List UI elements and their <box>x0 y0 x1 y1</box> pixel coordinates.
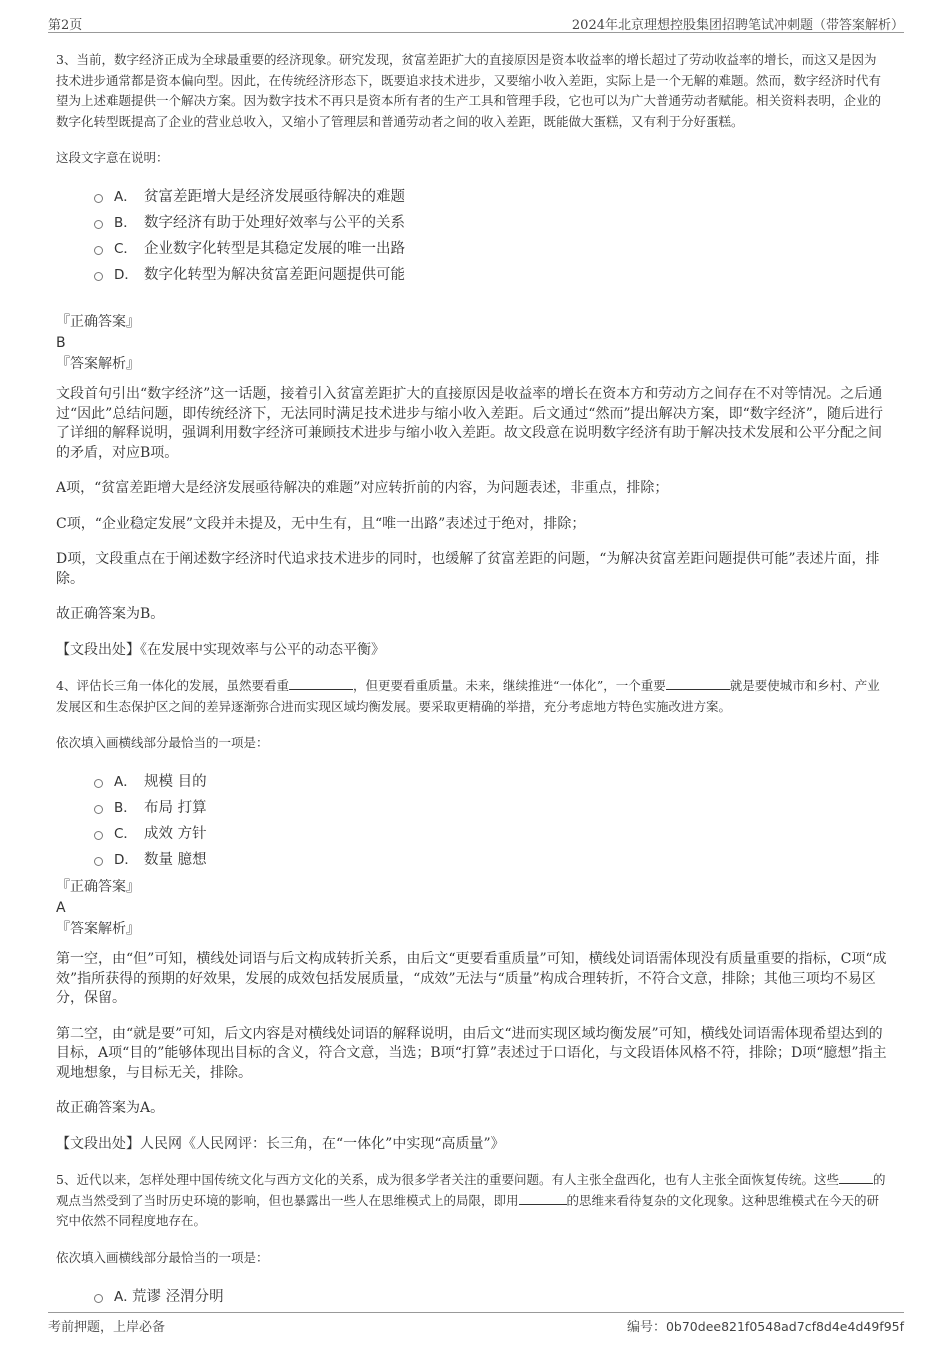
radio-icon[interactable] <box>94 779 103 788</box>
fill-blank <box>289 688 353 690</box>
page-header <box>48 12 904 33</box>
question-3-analysis-para: C项，“企业稳定发展”文段并未提及，无中生有，且“唯一出路”表述过于绝对，排除； <box>56 515 586 532</box>
question-4-option-b[interactable]: B． 布局 打算 <box>94 795 888 821</box>
question-4-answer: A <box>56 900 66 916</box>
radio-icon[interactable] <box>94 1294 103 1303</box>
question-4-analysis-para: 第一空，由“但”可知，横线处词语与后文构成转折关系，由后文“更要看重质量”可知，横线处词语需体现没有质量重要的指标，C项“成效”指所获得的预期的好效果，发展的成效包括发展质量，“成效”无法与“质量”构成合理转折，不符合文意，排除；其他三项均不易区分，保留。 <box>56 951 887 1006</box>
question-3-options <box>94 184 888 288</box>
question-3-conclusion: 故正确答案为B。 <box>56 606 165 622</box>
radio-icon[interactable] <box>94 831 103 840</box>
question-5-options <box>94 1284 888 1310</box>
question-3-prompt: 这段文字意在说明： <box>56 150 169 165</box>
document-body <box>56 50 888 1328</box>
question-3-analysis-para: 文段首句引出“数字经济”这一话题，接着引入贫富差距扩大的直接原因是收益率的增长在资本方和劳动方之间存在不对等情况。之后通过“因此”总结问题，即传统经济下，无法同时满足技术进步与缩小收入差距。后文通过“然而”提出解决方案，即“数字经济”，随后进行了详细的解释说明，强调利用数字经济可兼顾技术进步与缩小收入差距。故文段意在说明数字经济有助于解决技术发展和公平分配之间的矛盾，对应B项。 <box>56 386 883 461</box>
question-3-analysis-para: A项，“贫富差距增大是经济发展亟待解决的难题”对应转折前的内容，为问题表述，非重点，排除； <box>56 480 669 496</box>
question-5-option-a[interactable]: A．荒谬 泾渭分明 <box>94 1284 888 1310</box>
question-4-stem: 4、评估长三角一体化的发展，虽然要看重 ，但更要看重质量。未来，继续推进“一体化”，一个重要 就是要使城市和乡村、产业发展区和生态保护区之间的差异逐渐弥合进而实现区域均衡发展。要采取更精确的举措，充分考虑地方特色实施改进方案。 <box>56 678 880 714</box>
question-3-option-b[interactable]: B． 数字经济有助于处理好效率与公平的关系 <box>94 210 888 236</box>
question-4-option-d[interactable]: D． 数量 臆想 <box>94 847 888 873</box>
question-3-answer-label: 『正确答案』 <box>56 314 140 330</box>
question-4-prompt: 依次填入画横线部分最恰当的一项是： <box>56 735 269 750</box>
question-3-analysis-para: D项，文段重点在于阐述数字经济时代追求技术进步的同时，也缓解了贫富差距的问题，“为解决贫富差距问题提供可能”表述片面，排除。 <box>56 551 880 587</box>
radio-icon[interactable] <box>94 857 103 866</box>
question-4-option-c[interactable]: C． 成效 方针 <box>94 821 888 847</box>
question-3-option-d[interactable]: D． 数字化转型为解决贫富差距问题提供可能 <box>94 262 888 288</box>
question-4-option-a[interactable]: A． 规模 目的 <box>94 769 888 795</box>
footer-slogan: 考前押题，上岸必备 <box>48 1320 166 1335</box>
radio-icon[interactable] <box>94 194 103 203</box>
question-4-conclusion: 故正确答案为A。 <box>56 1100 165 1116</box>
document-title: 2024年北京理想控股集团招聘笔试冲刺题（带答案解析） <box>571 18 904 33</box>
question-3-option-a[interactable]: A． 贫富差距增大是经济发展亟待解决的难题 <box>94 184 888 210</box>
question-3-stem: 3、当前，数字经济正成为全球最重要的经济现象。研究发现，贫富差距扩大的直接原因是资本收益率的增长超过了劳动收益率的增长，而这又是因为技术进步通常都是资本偏向型。因此，在传统经济形态下，既要追求技术进步，又要缩小收入差距，实际上是一个无解的难题。然而，数字经济时代有望为上述难题提供一个解决方案。因为数字技术不再只是资本所有者的生产工具和管理手段，它也可以为广大普通劳动者赋能。相关资料表明，企业的数字化转型既提高了企业的营业总收入，又缩小了管理层和普通劳动者之间的收入差距，既能做大蛋糕，又有利于分好蛋糕。 <box>56 52 882 129</box>
question-4-analysis-para: 第二空，由“就是要”可知，后文内容是对横线处词语的解释说明，由后文“进而实现区域均衡发展”可知，横线处词语需体现希望达到的目标，A项“目的”能够体现出目标的含义，符合文意，当选；B项“打算”表述过于口语化，与文段语体风格不符，排除；D项“臆想”指主观地想象，与目标无关，排除。 <box>56 1025 887 1081</box>
page-footer <box>48 1312 904 1335</box>
document-code: 编号：0b70dee821f0548ad7cf8d4e4d49f95f <box>626 1319 904 1335</box>
question-4-analysis-label: 『答案解析』 <box>56 921 140 937</box>
question-4-options <box>94 769 888 873</box>
question-3-analysis-label: 『答案解析』 <box>56 356 140 372</box>
fill-blank <box>666 688 730 690</box>
question-3-answer: B <box>56 335 66 351</box>
page-number: 第2页 <box>48 18 83 33</box>
fill-blank <box>519 1203 567 1205</box>
radio-icon[interactable] <box>94 246 103 255</box>
question-4-answer-label: 『正确答案』 <box>56 879 140 895</box>
fill-blank <box>839 1182 873 1184</box>
question-4-source: 【文段出处】人民网《人民网评：长三角，在“一体化”中实现“高质量”》 <box>56 1135 505 1152</box>
question-5-stem: 5、近代以来，怎样处理中国传统文化与西方文化的关系，成为很多学者关注的重要问题。有人主张全盘西化，也有人主张全面恢复传统。这些 的观点当然受到了当时历史环境的影响，但也暴露出一些人在思维模式上的局限，即用 的思维来看待复杂的文化现象。这种思维模式在今天的研究中依然不同程度地存在。 <box>56 1172 886 1228</box>
question-3-source: 【文段出处】《在发展中实现效率与公平的动态平衡》 <box>56 641 385 658</box>
question-3-option-c[interactable]: C． 企业数字化转型是其稳定发展的唯一出路 <box>94 236 888 262</box>
radio-icon[interactable] <box>94 805 103 814</box>
question-5-prompt: 依次填入画横线部分最恰当的一项是： <box>56 1249 269 1265</box>
radio-icon[interactable] <box>94 220 103 229</box>
radio-icon[interactable] <box>94 272 103 281</box>
